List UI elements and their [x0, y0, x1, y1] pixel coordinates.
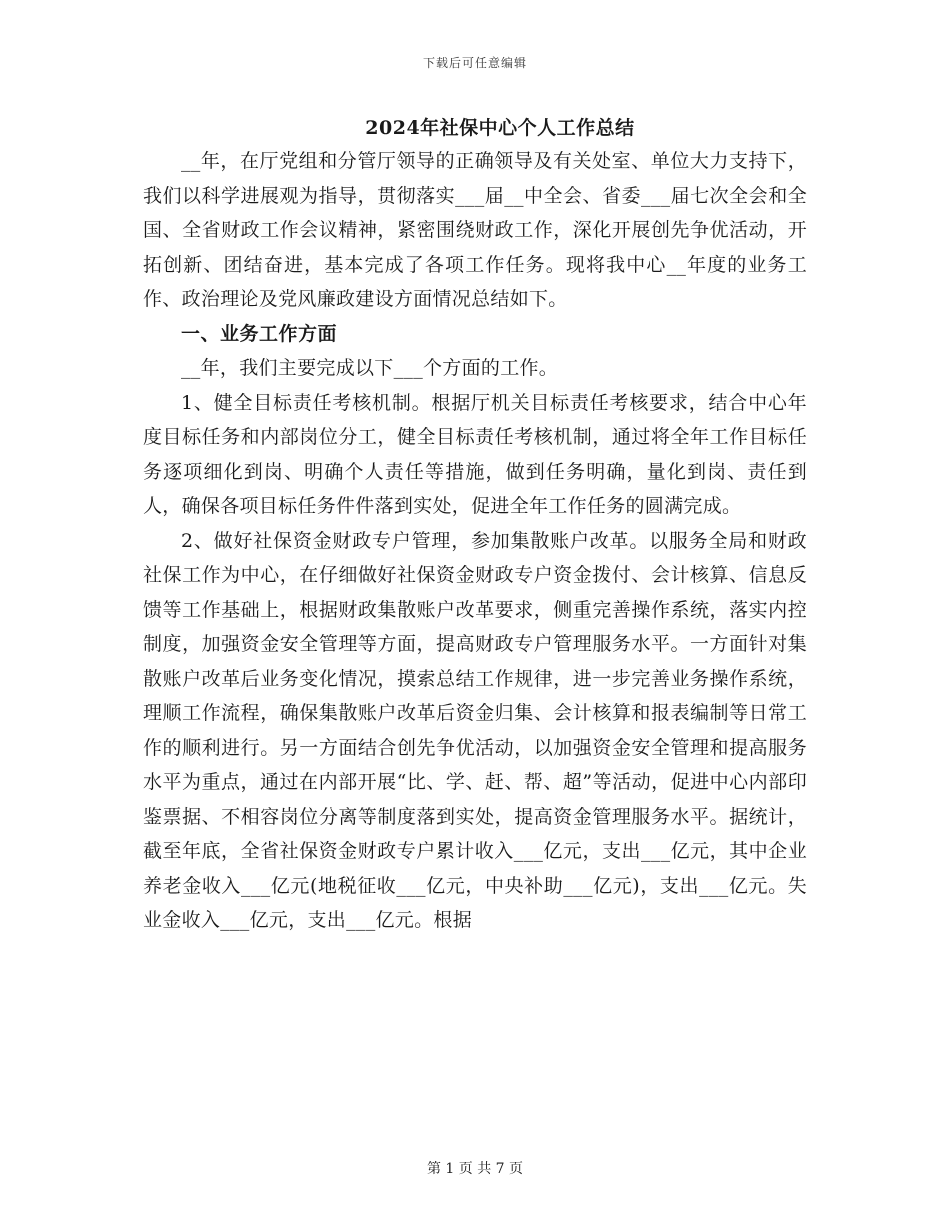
- page-number: 第 1 页 共 7 页: [426, 1161, 524, 1177]
- section-paragraph: 2、做好社保资金财政专户管理，参加集散账户改革。以服务全局和财政社保工作为中心，在仔细做好社保资金财政专户资金拨付、会计核算、信息反馈等工作基础上，根据财政集散账户改革要求，侧重完善操作系统，落实内控制度，加强资金安全管理等方面，提高财政专户管理服务水平。一方面针对集散账户改革后业务变化情况，摸索总结工作规律，进一步完善业务操作系统，理顺工作流程，确保集散账户改革后资金归集、会计核算和报表编制等日常工作的顺利进行。另一方面结合创先争优活动，以加强资金安全管理和提高服务水平为重点，通过在内部开展“比、学、赶、帮、超”等活动，促进中心内部印鉴票据、不相容岗位分离等制度落到实处，提高资金管理服务水平。据统计，截至年底，全省社保资金财政专户累计收入___亿元，支出___亿元，其中企业养老金收入___亿元(地税征收___亿元，中央补助___亿元)，支出___亿元。失业金收入___亿元，支出___亿元。根据: [143, 529, 807, 931]
- section-paragraph: __年，我们主要完成以下___个方面的工作。: [181, 357, 559, 379]
- section-paragraph: 1、健全目标责任考核机制。根据厅机关目标责任考核要求，结合中心年度目标任务和内部岗位分工，健全目标责任考核机制，通过将全年工作目标任务逐项细化到岗、明确个人责任等措施，做到任务明确，量化到岗、责任到人，确保各项目标任务件件落到实处，促进全年工作任务的圆满完成。: [143, 391, 807, 517]
- intro-paragraph: __年，在厅党组和分管厅领导的正确领导及有关处室、单位大力支持下，我们以科学进展观为指导，贯彻落实___届__中全会、省委___届七次全会和全国、全省财政工作会议精神，紧密围绕财政工作，深化开展创先争优活动，开拓创新、团结奋进，基本完成了各项工作任务。现将我中心__年度的业务工作、政治理论及党风廉政建设方面情况总结如下。: [143, 150, 807, 310]
- document-title: 2024年社保中心个人工作总结: [365, 117, 635, 139]
- document-body: [143, 112, 807, 938]
- page-header-note: 下载后可任意编辑: [422, 56, 527, 70]
- section-heading-business: 一、业务工作方面: [181, 322, 338, 345]
